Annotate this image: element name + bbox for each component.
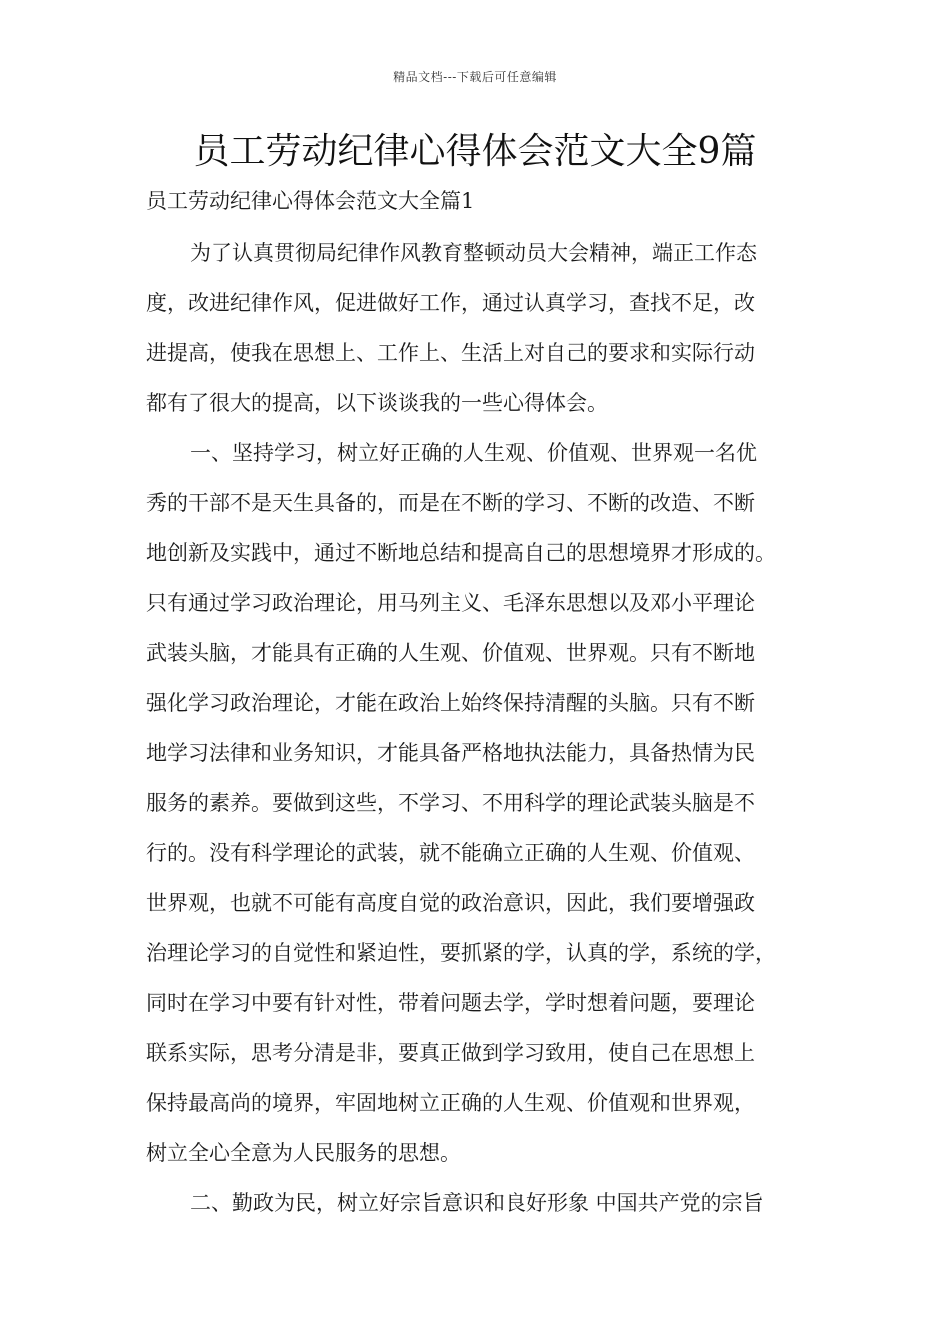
- text-line: 都有了很大的提高，以下谈谈我的一些心得体会。: [146, 391, 608, 415]
- section-subtitle: 员工劳动纪律心得体会范文大全篇1: [146, 189, 475, 213]
- document-title: 员工劳动纪律心得体会范文大全9篇: [193, 131, 757, 172]
- text-line: 武装头脑，才能具有正确的人生观、价值观、世界观。只有不断地: [146, 641, 755, 665]
- text-line: 二、勤政为民，树立好宗旨意识和良好形象 中国共产党的宗旨: [190, 1191, 764, 1215]
- text-line: 地学习法律和业务知识，才能具备严格地执法能力，具备热情为民: [146, 741, 755, 765]
- text-line: 行的。没有科学理论的武装，就不能确立正确的人生观、价值观、: [146, 841, 755, 865]
- text-line: 同时在学习中要有针对性，带着问题去学，学时想着问题，要理论: [146, 991, 755, 1015]
- text-line: 度，改进纪律作风，促进做好工作，通过认真学习，查找不足，改: [146, 291, 755, 315]
- text-line: 世界观，也就不可能有高度自觉的政治意识，因此，我们要增强政: [146, 891, 755, 915]
- text-line: 树立全心全意为人民服务的思想。: [146, 1141, 461, 1165]
- header-note: 精品文档---下载后可任意编辑: [393, 70, 557, 84]
- text-line: 保持最高尚的境界，牢固地树立正确的人生观、价值观和世界观，: [146, 1091, 755, 1115]
- text-line: 强化学习政治理论，才能在政治上始终保持清醒的头脑。只有不断: [146, 691, 755, 715]
- text-line: 地创新及实践中，通过不断地总结和提高自己的思想境界才形成的。: [146, 541, 776, 565]
- text-line: 只有通过学习政治理论，用马列主义、毛泽东思想以及邓小平理论: [146, 591, 755, 615]
- text-line: 联系实际，思考分清是非，要真正做到学习致用，使自己在思想上: [146, 1041, 755, 1065]
- text-line: 一、坚持学习，树立好正确的人生观、价值观、世界观一名优: [190, 441, 757, 465]
- text-line: 进提高，使我在思想上、工作上、生活上对自己的要求和实际行动: [146, 341, 755, 365]
- document-body: [146, 228, 808, 1228]
- text-line: 治理论学习的自觉性和紧迫性，要抓紧的学，认真的学，系统的学，: [146, 941, 776, 965]
- text-line: 服务的素养。要做到这些，不学习、不用科学的理论武装头脑是不: [146, 791, 755, 815]
- text-line: 为了认真贯彻局纪律作风教育整顿动员大会精神，端正工作态: [190, 241, 757, 265]
- text-line: 秀的干部不是天生具备的，而是在不断的学习、不断的改造、不断: [146, 491, 755, 515]
